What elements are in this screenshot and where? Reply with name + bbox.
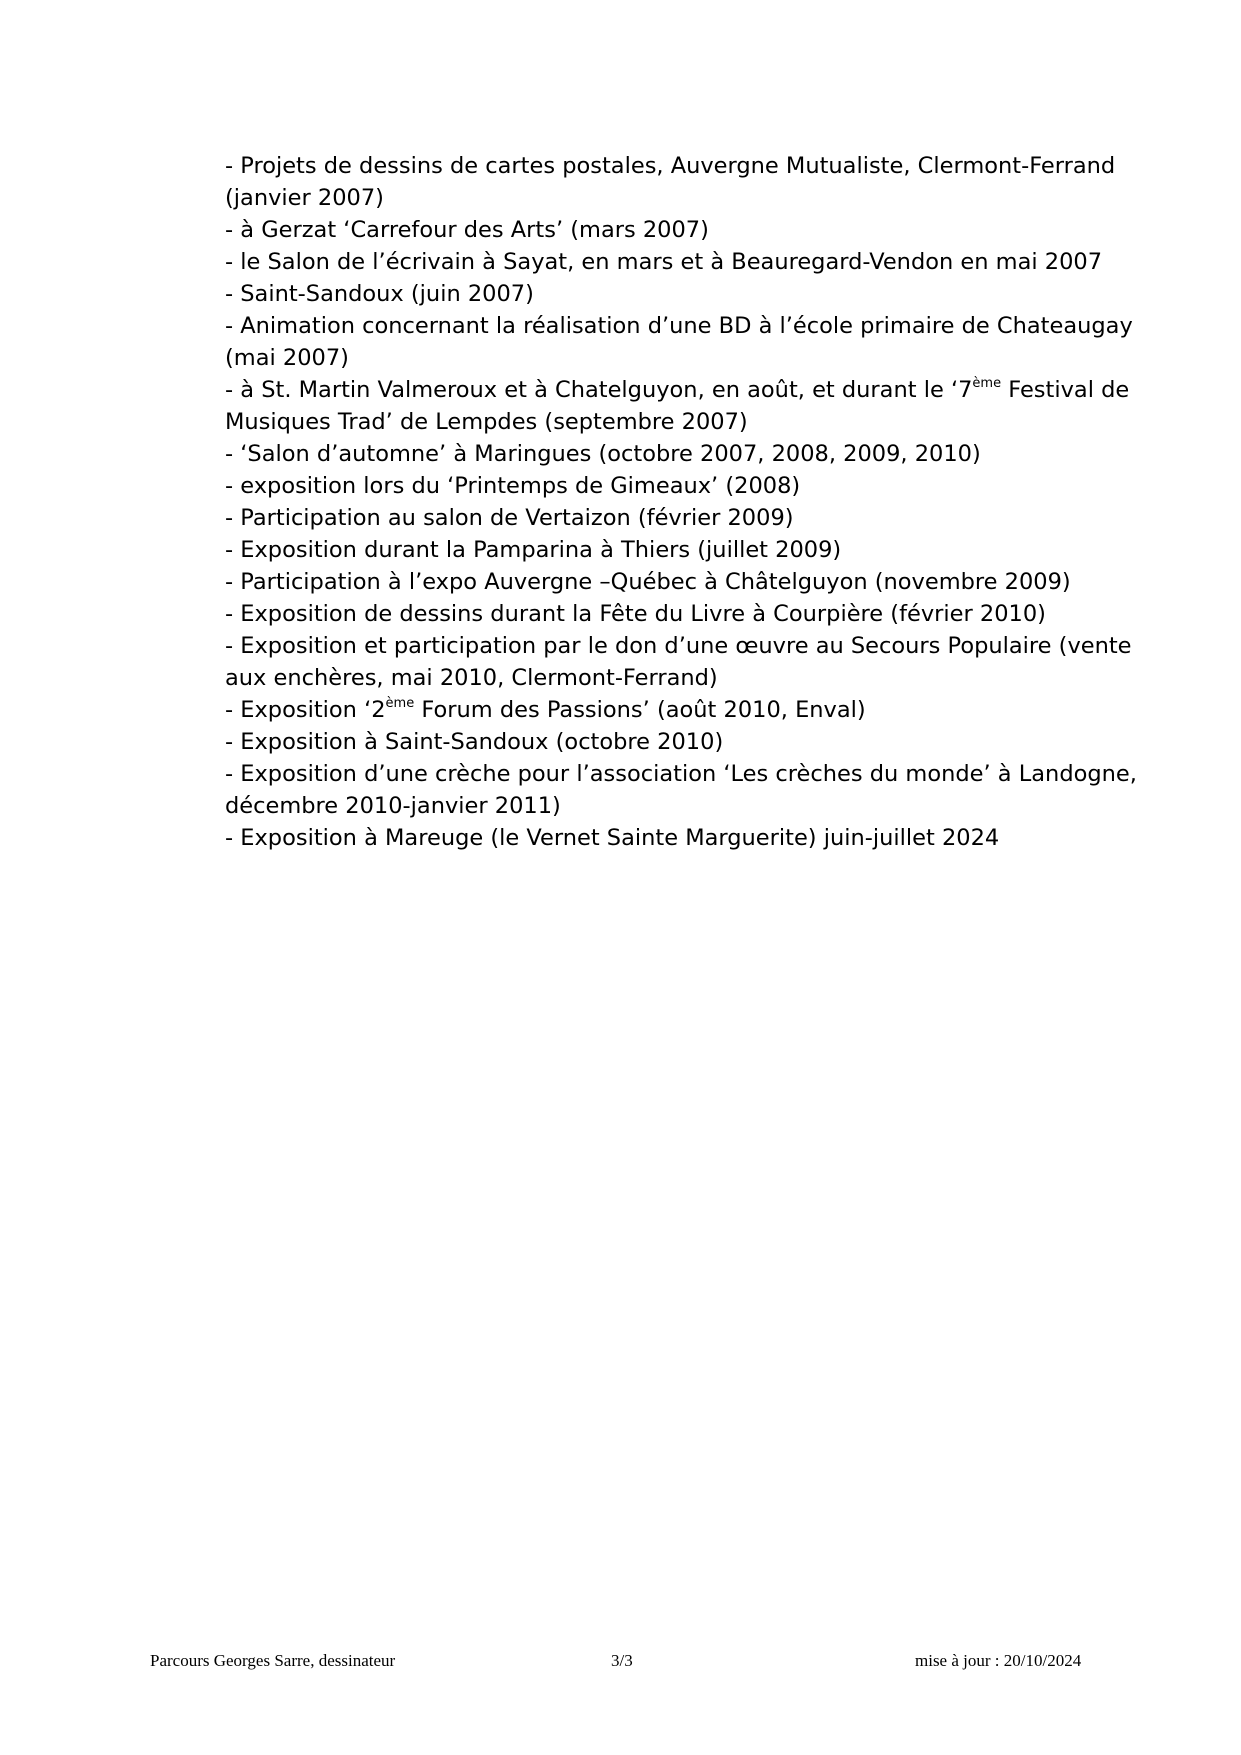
update-date: mise à jour : 20/10/2024 <box>915 1651 1082 1670</box>
list-line: - Exposition et participation par le don d’une œuvre au Secours Populaire (vente <box>225 633 1132 659</box>
list-line: aux enchères, mai 2010, Clermont-Ferrand) <box>225 665 718 691</box>
line-text: - Exposition ‘2 <box>225 697 386 723</box>
page-number: 3/3 <box>611 1651 633 1670</box>
list-line: - Animation concernant la réalisation d’une BD à l’école primaire de Chateaugay <box>225 313 1133 339</box>
exhibition-list <box>225 150 1137 854</box>
list-line: - Exposition durant la Pamparina à Thiers (juillet 2009) <box>225 537 842 563</box>
superscript: ème <box>385 695 415 711</box>
list-line: - le Salon de l’écrivain à Sayat, en mars et à Beauregard-Vendon en mai 2007 <box>225 249 1103 275</box>
list-line: décembre 2010-janvier 2011) <box>225 793 561 819</box>
list-line: - à Gerzat ‘Carrefour des Arts’ (mars 2007) <box>225 217 709 243</box>
list-line: (mai 2007) <box>225 345 349 371</box>
list-line: - Saint-Sandoux (juin 2007) <box>225 281 534 307</box>
list-line: Musiques Trad’ de Lempdes (septembre 2007) <box>225 409 748 435</box>
line-text: Festival de <box>1001 377 1130 403</box>
list-line: - ‘Salon d’automne’ à Maringues (octobre 2007, 2008, 2009, 2010) <box>225 441 981 467</box>
list-line: - Participation au salon de Vertaizon (février 2009) <box>225 505 794 531</box>
footer-title: Parcours Georges Sarre, dessinateur <box>150 1651 396 1670</box>
list-line: - Exposition d’une crèche pour l’association ‘Les crèches du monde’ à Landogne, <box>225 761 1137 787</box>
list-line <box>225 374 1130 406</box>
superscript: ème <box>972 375 1002 391</box>
line-text: - à St. Martin Valmeroux et à Chatelguyon, en août, et durant le ‘7 <box>225 377 973 403</box>
list-line: - Projets de dessins de cartes postales, Auvergne Mutualiste, Clermont-Ferrand <box>225 153 1116 179</box>
list-line: - Exposition à Mareuge (le Vernet Sainte Marguerite) juin-juillet 2024 <box>225 825 1000 851</box>
list-line: (janvier 2007) <box>225 185 384 211</box>
list-line: - Exposition à Saint-Sandoux (octobre 2010) <box>225 729 724 755</box>
list-line <box>225 694 1105 726</box>
list-line: - Exposition de dessins durant la Fête du Livre à Courpière (février 2010) <box>225 601 1046 627</box>
list-line: - exposition lors du ‘Printemps de Gimeaux’ (2008) <box>225 473 801 499</box>
list-line: - Participation à l’expo Auvergne –Québec à Châtelguyon (novembre 2009) <box>225 569 1071 595</box>
line-text: Forum des Passions’ (août 2010, Enval) <box>414 697 866 723</box>
